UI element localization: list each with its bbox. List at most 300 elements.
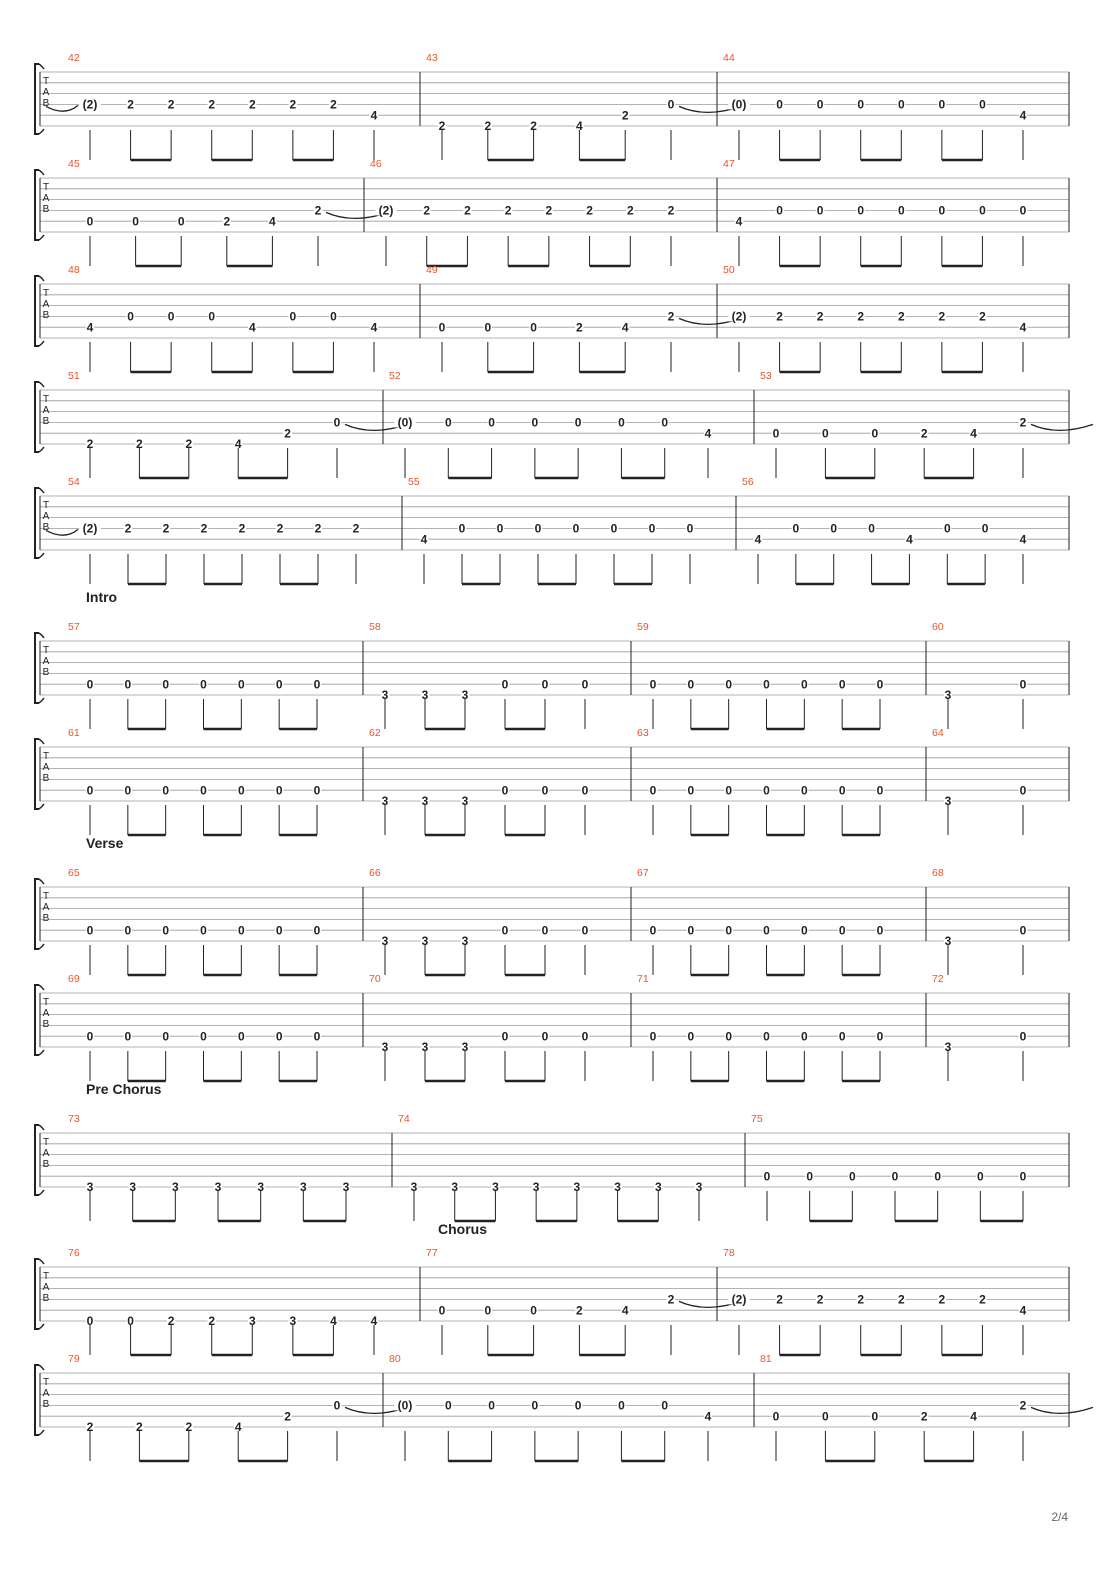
fret-number: 0	[484, 1303, 492, 1318]
system-bracket	[35, 488, 39, 558]
fret-number: 0	[979, 203, 986, 218]
fret-number: (2)	[731, 1292, 747, 1307]
fret-number: 0	[124, 677, 132, 692]
fret-number: 3	[421, 1040, 429, 1055]
fret-number: 2	[576, 320, 583, 335]
section-label: Intro	[86, 589, 118, 605]
fret-number: 4	[234, 437, 242, 452]
measure-number: 78	[723, 1247, 735, 1259]
section-label: Verse	[86, 835, 124, 851]
fret-number: 0	[237, 783, 245, 798]
fret-number: 2	[545, 203, 553, 218]
fret-number: 0	[275, 923, 283, 938]
fret-number: 2	[208, 1314, 216, 1329]
fret-number: 4	[704, 1409, 712, 1424]
fret-number: 0	[871, 1409, 879, 1424]
tab-clef: T	[42, 288, 50, 299]
fret-number: 0	[333, 415, 341, 430]
fret-number: 0	[86, 214, 94, 229]
fret-number: 2	[576, 1303, 583, 1318]
tab-clef: A	[42, 1282, 50, 1293]
measure-number: 49	[426, 264, 438, 276]
fret-number: 0	[792, 521, 800, 536]
fret-number: 0	[776, 203, 783, 218]
tie-arc	[1031, 1407, 1093, 1413]
system-bracket	[35, 64, 39, 134]
fret-number: 0	[891, 1169, 899, 1184]
fret-number: 0	[618, 415, 625, 430]
fret-number: 0	[725, 1029, 733, 1044]
tab-clef: T	[42, 751, 50, 762]
measure	[46, 476, 360, 584]
fret-number: (0)	[731, 97, 747, 112]
fret-number: 0	[313, 783, 321, 798]
measure	[637, 867, 884, 975]
tab-clef: B	[42, 1019, 50, 1030]
fret-number: 0	[488, 1398, 495, 1413]
measure	[68, 1247, 378, 1355]
fret-number: 3	[421, 688, 429, 703]
measure-number: 60	[932, 621, 944, 633]
fret-number: 0	[333, 1398, 341, 1413]
fret-number: 3	[410, 1180, 418, 1195]
bracket-hook	[39, 341, 44, 346]
measure	[408, 476, 694, 584]
fret-number: 0	[763, 1029, 770, 1044]
measure	[369, 867, 589, 975]
fret-number: 2	[776, 1292, 783, 1307]
fret-number: 0	[237, 677, 245, 692]
fret-number: 4	[754, 532, 762, 547]
measure	[426, 264, 741, 372]
tab-clef: A	[42, 762, 50, 773]
tab-clef: T	[42, 891, 50, 902]
measure-number: 48	[68, 264, 80, 276]
fret-number: 0	[763, 1169, 771, 1184]
measure	[760, 1353, 1093, 1461]
fret-number: 3	[654, 1180, 662, 1195]
fret-number: 2	[185, 1420, 193, 1435]
tab-clef: T	[42, 76, 50, 87]
fret-number: 0	[444, 415, 452, 430]
system-bracket	[35, 1125, 39, 1195]
fret-number: 2	[208, 97, 216, 112]
measure	[723, 158, 1027, 266]
fret-number: 0	[208, 309, 216, 324]
measure-number: 72	[932, 973, 944, 985]
fret-number: 4	[1019, 320, 1027, 335]
tab-clef: A	[42, 1148, 50, 1159]
fret-number: 0	[1019, 783, 1027, 798]
fret-number: 0	[177, 214, 185, 229]
fret-number: 2	[314, 521, 322, 536]
fret-number: 3	[461, 1040, 469, 1055]
measure	[637, 727, 884, 835]
fret-number: 2	[979, 309, 986, 324]
fret-number: 0	[200, 923, 207, 938]
bracket-hook	[39, 944, 44, 949]
fret-number: 0	[687, 783, 695, 798]
fret-number: 0	[725, 677, 733, 692]
fret-number: 0	[200, 783, 207, 798]
tab-clef: T	[42, 1377, 50, 1388]
measure-number: 55	[408, 476, 420, 488]
fret-number: 4	[704, 426, 712, 441]
fret-number: 2	[857, 1292, 865, 1307]
measure-number: 57	[68, 621, 80, 633]
fret-number: 2	[530, 119, 537, 134]
fret-number: 0	[763, 783, 770, 798]
bracket-hook	[39, 276, 44, 281]
fret-number: 0	[200, 1029, 207, 1044]
measure	[723, 264, 1027, 372]
tab-clef: B	[42, 310, 50, 321]
fret-number: 2	[920, 426, 928, 441]
measure-number: 70	[369, 973, 381, 985]
fret-number: 3	[257, 1180, 265, 1195]
measure	[426, 52, 741, 160]
measure-number: 66	[369, 867, 381, 879]
fret-number: 0	[816, 203, 824, 218]
fret-number: 2	[626, 203, 634, 218]
fret-number: 0	[444, 1398, 452, 1413]
fret-number: 0	[1019, 203, 1027, 218]
fret-number: 0	[124, 783, 132, 798]
measure-number: 79	[68, 1353, 80, 1365]
fret-number: 3	[461, 794, 469, 809]
fret-number: 3	[461, 688, 469, 703]
fret-number: 2	[920, 1409, 928, 1424]
fret-number: 3	[532, 1180, 540, 1195]
fret-number: 4	[330, 1314, 337, 1329]
fret-number: 0	[313, 677, 321, 692]
tab-clef: T	[42, 394, 50, 405]
section-label: Pre Chorus	[86, 1081, 162, 1097]
measure	[932, 973, 1027, 1081]
fret-number: 0	[574, 415, 582, 430]
fret-number: 0	[86, 783, 94, 798]
fret-number: 3	[171, 1180, 179, 1195]
fret-number: 0	[531, 1398, 539, 1413]
tie-arc	[46, 105, 78, 111]
fret-number: 0	[938, 203, 946, 218]
fret-number: 0	[618, 1398, 625, 1413]
fret-number: 2	[816, 1292, 824, 1307]
fret-number: 0	[86, 677, 94, 692]
fret-number: 0	[838, 923, 846, 938]
measure	[932, 867, 1027, 975]
tab-clef: B	[42, 204, 50, 215]
fret-number: 0	[330, 309, 337, 324]
measure	[426, 1247, 741, 1355]
measure	[68, 727, 321, 835]
fret-number: 2	[897, 309, 905, 324]
fret-number: 3	[381, 794, 389, 809]
fret-number: 0	[661, 415, 669, 430]
tab-system	[35, 1081, 1069, 1221]
fret-number: (0)	[397, 1398, 413, 1413]
fret-number: 2	[667, 1292, 675, 1307]
system-bracket	[35, 1259, 39, 1329]
fret-number: 0	[275, 1029, 283, 1044]
fret-number: 0	[857, 203, 865, 218]
fret-number: 0	[868, 521, 875, 536]
tab-clef: A	[42, 405, 50, 416]
fret-number: 2	[897, 1292, 905, 1307]
fret-number: 4	[906, 532, 913, 547]
system-bracket	[35, 739, 39, 809]
fret-number: 0	[876, 783, 884, 798]
fret-number: 2	[276, 521, 284, 536]
fret-number: 3	[614, 1180, 621, 1195]
fret-number: 2	[586, 203, 593, 218]
fret-number: 3	[86, 1180, 94, 1195]
system-bracket	[35, 879, 39, 949]
measure-number: 67	[637, 867, 649, 879]
bracket-hook	[39, 170, 44, 175]
fret-number: 3	[944, 794, 952, 809]
fret-number: 0	[822, 1409, 829, 1424]
fret-number: 0	[313, 1029, 321, 1044]
measure	[398, 1113, 703, 1221]
fret-number: 0	[86, 1029, 94, 1044]
measure	[389, 1353, 712, 1461]
bracket-hook	[39, 879, 44, 884]
fret-number: 0	[871, 426, 879, 441]
fret-number: 2	[423, 203, 431, 218]
fret-number: 0	[581, 677, 589, 692]
fret-number: 0	[763, 677, 770, 692]
fret-number: 0	[763, 923, 770, 938]
measure-number: 76	[68, 1247, 80, 1259]
tab-clef: T	[42, 645, 50, 656]
fret-number: 3	[129, 1180, 137, 1195]
measure	[369, 621, 589, 729]
fret-number: 0	[581, 923, 589, 938]
measure	[68, 867, 321, 975]
fret-number: 3	[248, 1314, 256, 1329]
tab-clef: A	[42, 656, 50, 667]
fret-number: 2	[816, 309, 824, 324]
fret-number: 0	[938, 97, 946, 112]
fret-number: 2	[162, 521, 170, 536]
fret-number: 2	[314, 203, 322, 218]
fret-number: 0	[800, 923, 808, 938]
fret-number: 3	[944, 1040, 952, 1055]
fret-number: 0	[488, 415, 495, 430]
fret-number: 3	[461, 934, 469, 949]
measure	[370, 158, 675, 266]
fret-number: 0	[275, 783, 283, 798]
fret-number: 2	[167, 1314, 175, 1329]
fret-number: 0	[897, 97, 905, 112]
tab-system	[35, 370, 1093, 478]
fret-number: (2)	[378, 203, 394, 218]
fret-number: 0	[162, 783, 170, 798]
fret-number: 2	[484, 119, 492, 134]
measure	[637, 621, 884, 729]
tie-arc	[1031, 424, 1093, 430]
fret-number: 0	[162, 1029, 170, 1044]
measure	[369, 727, 589, 835]
fret-number: 4	[970, 426, 977, 441]
fret-number: 0	[275, 677, 283, 692]
system-bracket	[35, 382, 39, 452]
fret-number: 3	[381, 688, 389, 703]
measure-number: 42	[68, 52, 80, 64]
fret-number: 0	[162, 923, 170, 938]
measure-number: 81	[760, 1353, 772, 1365]
bracket-hook	[39, 1430, 44, 1435]
fret-number: 0	[725, 783, 733, 798]
fret-number: (2)	[731, 309, 747, 324]
measure-number: 50	[723, 264, 735, 276]
fret-number: 2	[979, 1292, 986, 1307]
bracket-hook	[39, 488, 44, 493]
tab-clef: B	[42, 522, 50, 533]
tie-arc	[46, 529, 78, 535]
fret-number: 0	[649, 677, 657, 692]
fret-number: 0	[501, 923, 509, 938]
bracket-hook	[39, 447, 44, 452]
fret-number: 3	[381, 1040, 389, 1055]
fret-number: 0	[686, 521, 694, 536]
measure-number: 74	[398, 1113, 410, 1125]
tab-system	[35, 727, 1069, 835]
tab-clef: B	[42, 773, 50, 784]
fret-number: 0	[1019, 923, 1027, 938]
fret-number: 0	[501, 783, 509, 798]
measure-number: 69	[68, 973, 80, 985]
fret-number: 0	[1019, 1169, 1027, 1184]
fret-number: 2	[167, 97, 175, 112]
tab-clef: A	[42, 1388, 50, 1399]
fret-number: 2	[289, 97, 297, 112]
fret-number: 0	[237, 923, 245, 938]
fret-number: 2	[200, 521, 208, 536]
fret-number: 0	[289, 309, 297, 324]
measure-number: 59	[637, 621, 649, 633]
fret-number: 0	[934, 1169, 942, 1184]
fret-number: 0	[541, 1029, 549, 1044]
fret-number: 0	[687, 923, 695, 938]
fret-number: 0	[876, 1029, 884, 1044]
tab-clef: A	[42, 193, 50, 204]
tab-clef: T	[42, 997, 50, 1008]
fret-number: 0	[200, 677, 207, 692]
fret-number: 0	[132, 214, 139, 229]
fret-number: 4	[269, 214, 276, 229]
tab-system	[35, 264, 1069, 372]
fret-number: 0	[1019, 677, 1027, 692]
fret-number: 2	[127, 97, 134, 112]
fret-number: 0	[534, 521, 542, 536]
measure	[68, 158, 388, 266]
system-bracket	[35, 1365, 39, 1435]
bracket-hook	[39, 129, 44, 134]
measure-number: 54	[68, 476, 80, 488]
fret-number: 0	[162, 677, 170, 692]
bracket-hook	[39, 985, 44, 990]
measure	[68, 621, 321, 729]
measure-number: 58	[369, 621, 381, 633]
fret-number: 0	[838, 1029, 846, 1044]
measure	[68, 1353, 407, 1461]
fret-number: 0	[822, 426, 829, 441]
fret-number: 0	[531, 415, 539, 430]
fret-number: 0	[574, 1398, 582, 1413]
tab-system	[35, 973, 1069, 1081]
fret-number: 3	[214, 1180, 222, 1195]
fret-number: 3	[421, 794, 429, 809]
fret-number: 0	[124, 923, 132, 938]
fret-number: 0	[496, 521, 504, 536]
fret-number: 0	[806, 1169, 814, 1184]
measure	[751, 1113, 1027, 1221]
measure	[68, 1113, 350, 1221]
measure	[68, 370, 407, 478]
measure-number: 51	[68, 370, 80, 382]
fret-number: 0	[438, 1303, 446, 1318]
bracket-hook	[39, 1190, 44, 1195]
bracket-hook	[39, 698, 44, 703]
fret-number: 0	[876, 923, 884, 938]
fret-number: 2	[438, 119, 446, 134]
fret-number: 0	[976, 1169, 984, 1184]
fret-number: 0	[816, 97, 824, 112]
fret-number: (0)	[397, 415, 413, 430]
tab-clef: B	[42, 1293, 50, 1304]
fret-number: 3	[342, 1180, 350, 1195]
fret-number: 2	[776, 309, 783, 324]
fret-number: 2	[621, 108, 629, 123]
fret-number: 3	[695, 1180, 703, 1195]
bracket-hook	[39, 1365, 44, 1370]
measure-number: 46	[370, 158, 382, 170]
fret-number: 4	[1019, 108, 1027, 123]
measure	[932, 727, 1027, 835]
tab-system	[35, 52, 1069, 160]
bracket-hook	[39, 804, 44, 809]
fret-number: 3	[381, 934, 389, 949]
fret-number: 0	[661, 1398, 669, 1413]
system-bracket	[35, 170, 39, 240]
fret-number: 4	[1019, 532, 1027, 547]
page-number: 2/4	[1051, 1510, 1068, 1524]
tab-clef: T	[42, 1137, 50, 1148]
fret-number: 4	[420, 532, 428, 547]
tab-system	[35, 476, 1069, 584]
fret-number: 2	[352, 521, 360, 536]
fret-number: 3	[451, 1180, 459, 1195]
fret-number: 0	[687, 677, 695, 692]
fret-number: 0	[830, 521, 838, 536]
fret-number: 3	[944, 934, 952, 949]
fret-number: 2	[284, 1409, 291, 1424]
fret-number: 3	[944, 688, 952, 703]
measure	[723, 1247, 1027, 1355]
bracket-hook	[39, 1259, 44, 1264]
fret-number: 0	[848, 1169, 856, 1184]
measure	[742, 476, 1027, 584]
measure	[369, 973, 589, 1081]
tab-clef: A	[42, 1008, 50, 1019]
fret-number: 0	[687, 1029, 695, 1044]
measure-number: 56	[742, 476, 754, 488]
fret-number: 0	[581, 1029, 589, 1044]
measure-number: 43	[426, 52, 438, 64]
measure-number: 65	[68, 867, 80, 879]
